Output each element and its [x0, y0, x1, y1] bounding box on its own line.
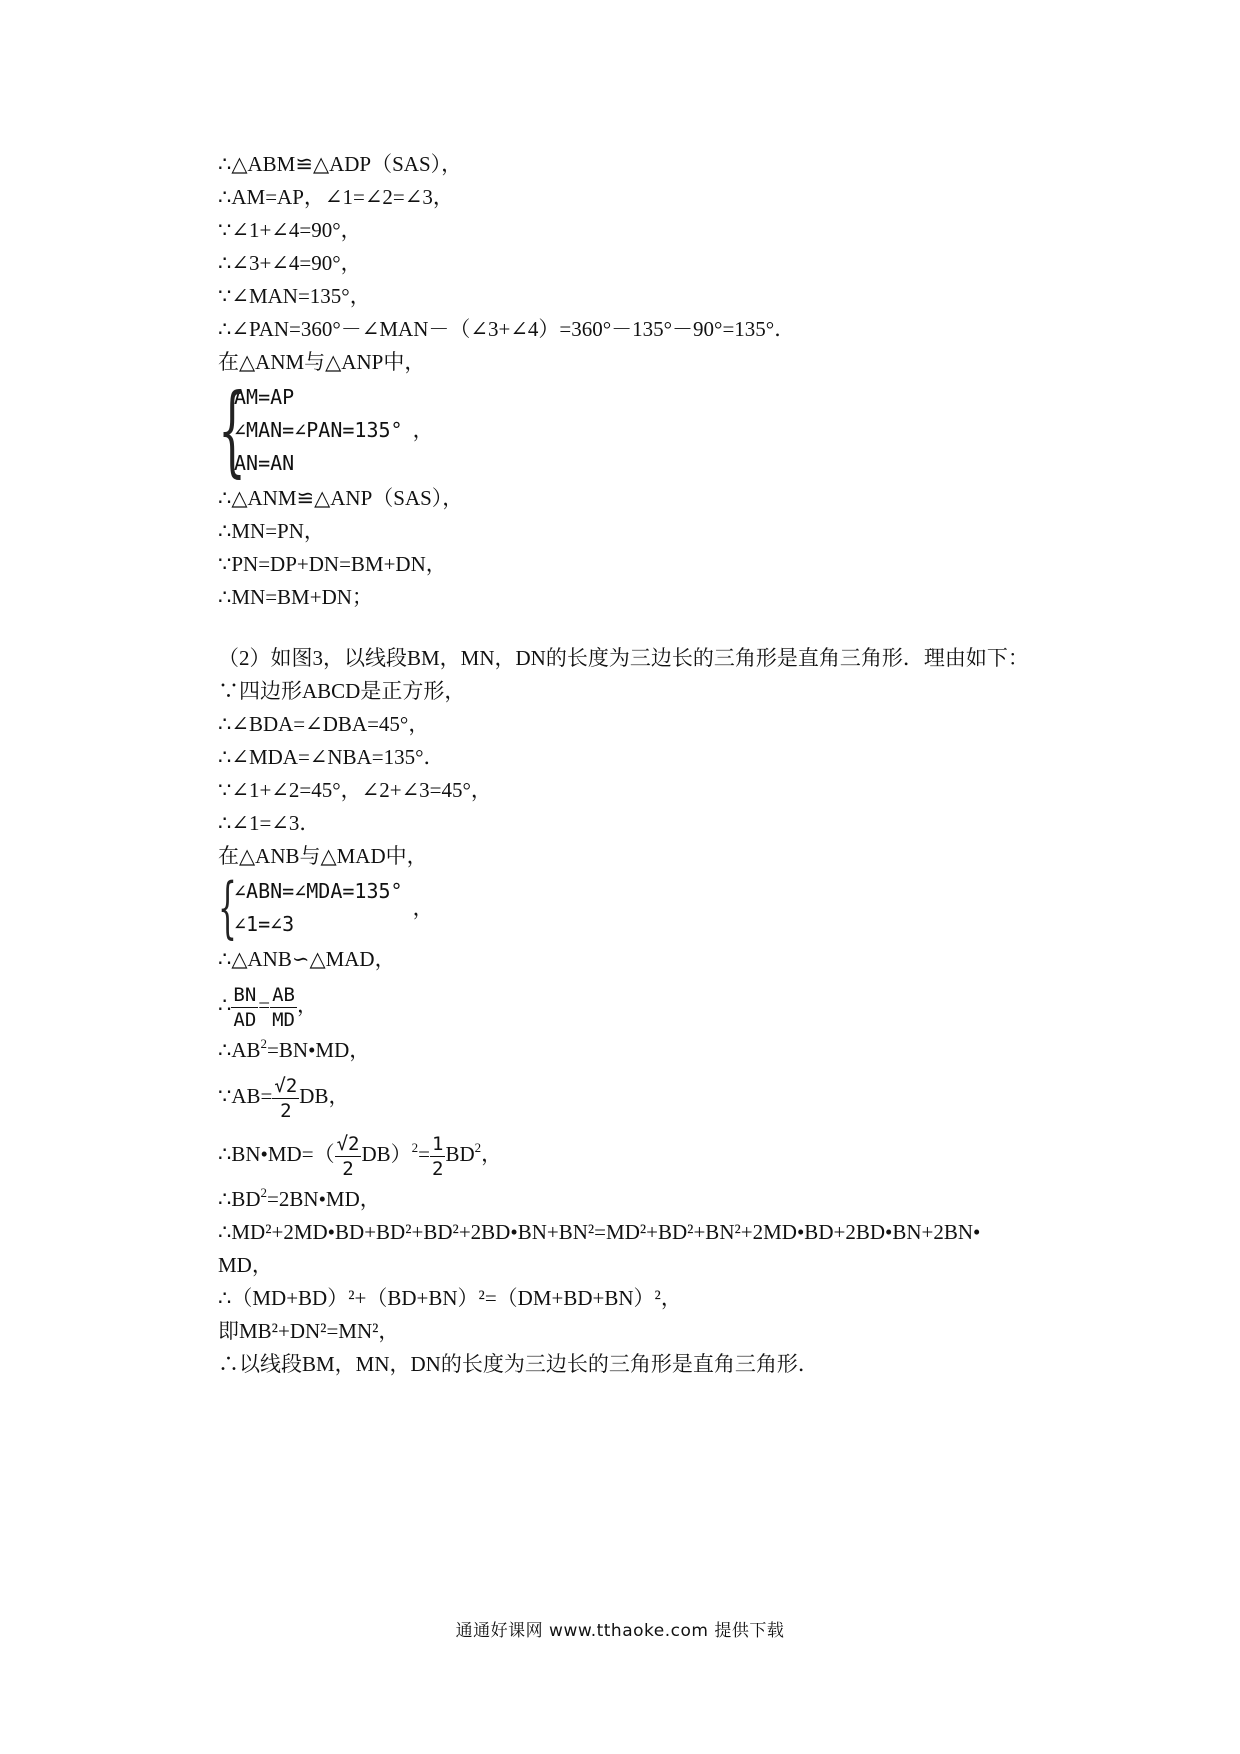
line-similar: ∴△ANB∽△MAD， [218, 947, 396, 971]
equals-sign: = [258, 993, 271, 1017]
solution-line: ∴AM=AP，∠1=∠2=∠3， [218, 185, 454, 209]
solution-line: （2）如图3，以线段BM，MN，DN的长度为三边长的三角形是直角三角形．理由如下： [218, 646, 1029, 670]
solution-line: ∴∠MDA=∠NBA=135°． [218, 745, 445, 769]
superscript: 2 [260, 1185, 268, 1200]
text: =BN•MD， [267, 1038, 371, 1062]
fraction-numerator: BN [233, 983, 257, 1006]
line-ab-equals [218, 1067, 1058, 1125]
line-ratio [218, 976, 1058, 1034]
line-ab-squared [218, 1034, 1058, 1067]
solution-line: ∵∠MAN=135°， [218, 284, 371, 308]
solution-line: ∴∠BDA=∠DBA=45°， [218, 712, 430, 736]
text: ∴BN•MD=（ [218, 1142, 335, 1166]
fraction-denominator: AD [233, 1008, 257, 1031]
solution-line: 在△ANB与△MAD中， [218, 844, 428, 868]
equation-system-2 [218, 869, 1058, 946]
system-1-tail: ， [412, 418, 434, 442]
page-footer: 通通好课网 www.tthaoke.com 提供下载 [455, 1621, 785, 1641]
text: ∴BD [218, 1187, 261, 1211]
left-brace-icon: { [218, 869, 237, 946]
superscript: 2 [474, 1140, 482, 1155]
line-bn-md [218, 1125, 1058, 1183]
system-2-rows [234, 875, 403, 941]
fraction-ab-md [270, 983, 297, 1032]
fraction-root2-over-2 [272, 1074, 299, 1123]
line-expansion-1: ∴MD²+2MD•BD+BD²+BD²+2BD•BN+BN²=MD²+BD²+BN²+2MD•BD+2BD•BN+2BN• [218, 1220, 981, 1244]
system-1-rows [234, 381, 403, 480]
system-2-tail: ， [412, 895, 434, 920]
text: =2BN•MD， [267, 1187, 381, 1211]
text: DB， [299, 1084, 350, 1108]
fraction-numerator: 1 [432, 1132, 444, 1155]
fraction-numerator: √2 [274, 1074, 298, 1097]
fraction-denominator: 2 [280, 1099, 292, 1122]
equals-sign: = [418, 1142, 430, 1166]
solution-line: ∴∠3+∠4=90°， [218, 251, 362, 275]
part1-lines-a [218, 148, 1058, 379]
line-conclusion: ∴以线段BM，MN，DN的长度为三边长的三角形是直角三角形． [218, 1352, 819, 1376]
text: ∵AB= [218, 1084, 273, 1108]
left-brace-icon: { [218, 373, 247, 488]
superscript: 2 [260, 1036, 268, 1051]
solution-line: ∵四边形ABCD是正方形， [218, 679, 466, 703]
solution-line: ∴△ABM≌△ADP（SAS）， [218, 152, 463, 176]
solution-line: 在△ANM与△ANP中， [218, 350, 426, 374]
text: ∴AB [218, 1038, 261, 1062]
solution-line: ∵∠1+∠4=90°， [218, 218, 362, 242]
line-bd-squared [218, 1183, 1058, 1216]
solution-line: ∵PN=DP+DN=BM+DN， [218, 552, 447, 576]
fraction-denominator: 2 [342, 1157, 354, 1180]
text: BD [445, 1142, 475, 1166]
superscript: 2 [411, 1140, 419, 1155]
system-equation: AN=AN [234, 451, 295, 475]
solution-line: ∴MN=PN， [218, 519, 325, 543]
solution-line: ∴MN=BM+DN； [218, 585, 373, 609]
fraction-numerator: √2 [336, 1132, 360, 1155]
fraction-numerator: AB [272, 983, 295, 1006]
fraction-bn-ad [231, 983, 258, 1032]
ratio-suffix: ， [297, 993, 318, 1017]
solution-line: ∴∠1=∠3． [218, 811, 321, 835]
equation-system-1 [218, 373, 1058, 488]
part2-lines-a [218, 642, 1058, 873]
system-equation: AM=AP [234, 385, 295, 409]
part1-lines-b [218, 482, 1058, 614]
solution-body [218, 148, 1058, 1381]
fraction-root2-over-2 [335, 1132, 362, 1181]
fraction-one-half [430, 1132, 445, 1181]
solution-line: ∵∠1+∠2=45°，∠2+∠3=45°， [218, 778, 492, 802]
system-equation: ∠MAN=∠PAN=135° [234, 418, 403, 442]
text: DB） [361, 1142, 412, 1166]
text: ， [481, 1142, 503, 1166]
system-equation: ∠1=∠3 [234, 912, 295, 936]
fraction-denominator: MD [272, 1008, 295, 1031]
fraction-denominator: 2 [432, 1157, 444, 1180]
paragraph-gap [218, 614, 1058, 642]
line-pythagoras: 即MB²+DN²=MN²， [218, 1319, 400, 1343]
line-sum-squares: ∴（MD+BD）²+（BD+BN）²=（DM+BD+BN）²， [218, 1286, 682, 1310]
ratio-prefix: ∴ [218, 993, 232, 1017]
line-expansion-2: MD， [218, 1253, 273, 1277]
solution-line: ∴△ANM≌△ANP（SAS）， [218, 486, 464, 510]
solution-line: ∴∠PAN=360°－∠MAN－（∠3+∠4）=360°－135°－90°=135°． [218, 317, 796, 341]
system-equation: ∠ABN=∠MDA=135° [234, 879, 403, 903]
